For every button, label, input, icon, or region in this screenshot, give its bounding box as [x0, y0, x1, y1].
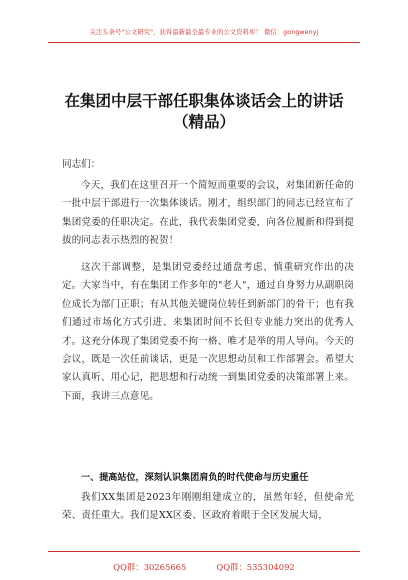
footer-divider [48, 551, 360, 552]
footer-qq-group-1: QQ群：30265665 [113, 562, 187, 572]
document-title: 在集团中层干部任职集体谈话会上的讲话 [64, 92, 344, 110]
header-promo-text: 关注头条号"公文研究"，获得最新最全最专业的公文资料库！ 微信：gongwenyj [89, 29, 319, 36]
paragraph-opening: 今天，我们在这里召开一个简短而重要的会议，对集团新任命的一批中层干部进行一次集体谈话。刚才，组织部门的同志已经宣布了集团党委的任职决定。在此，我代表集团党委，向各位履新和得到提拔的同志表示热烈的祝贺！ [62, 180, 354, 247]
footer-qq-group-2: QQ群：535304092 [216, 562, 295, 572]
section-heading-1: 一、提高站位，深刻认识集团肩负的时代使命与历史重任 [81, 473, 309, 483]
header-divider [48, 42, 360, 43]
paragraph-adjustment: 这次干部调整，是集团党委经过通盘考虑、慎重研究作出的决定。大家当中，有在集团工作多年的"老人"，通过自身努力从副职岗位成长为部门正职；有从其他关键岗位转任到新部门的骨干；也有我们通过市场化方式引进、来集团时间不长但专业能力突出的优秀人才。这充分体现了集团党委不拘一格、唯才是举的用人导向。今天的会议，既是一次任前谈话，更是一次思想动员和工作部署会。希望大家认真听、用心记，把思想和行动统一到集团党委的决策部署上来。下面，我讲三点意见。 [62, 262, 354, 402]
greeting: 同志们： [62, 159, 101, 170]
footer-contact [0, 561, 408, 573]
paragraph-group-intro: 我们XX集团是2023年刚刚组建成立的，虽然年轻，但使命光荣、责任重大。我们是XX区委、区政府着眼于全区发展大局， [62, 492, 354, 522]
document-title-suffix: （精品） [172, 113, 235, 131]
